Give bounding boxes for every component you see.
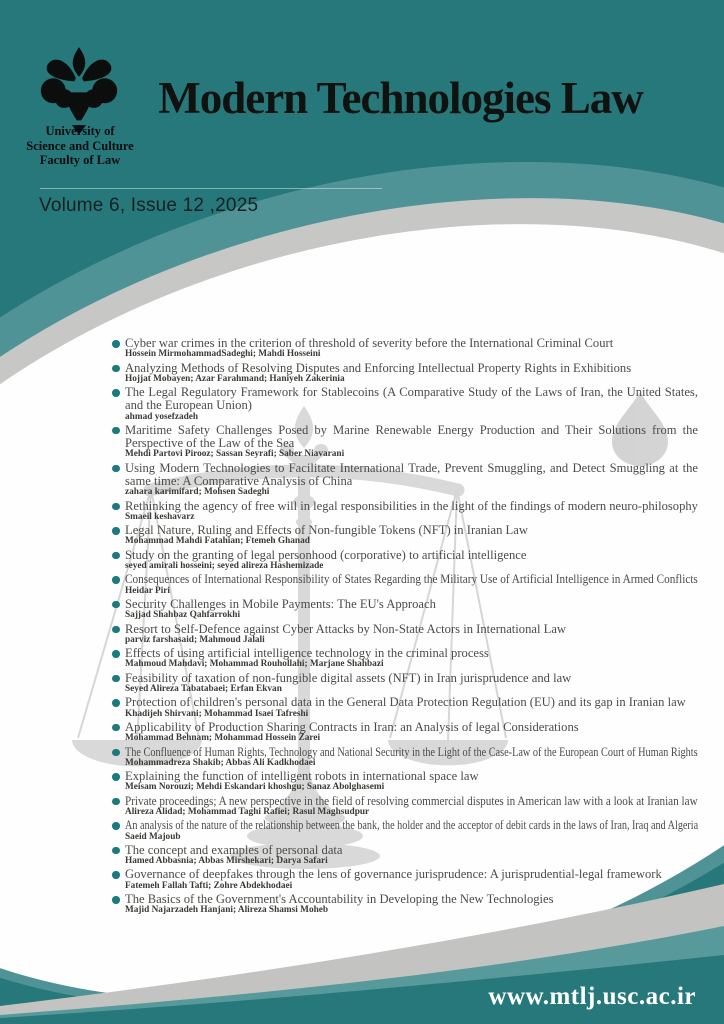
article-title: Explaining the function of intelligent robots in international space law xyxy=(125,769,479,784)
bullet-icon xyxy=(112,724,120,732)
article-title: Consequences of International Responsibility of States Regarding the Military Use of Artificial Intelligence in Armed Conflicts xyxy=(125,572,698,587)
article-title: Resort to Self-Defence against Cyber Attacks by Non-State Actors in International Law xyxy=(125,621,567,636)
bullet-icon xyxy=(112,699,120,707)
article-item xyxy=(112,362,698,385)
article-title: Maritime Safety Challenges Posed by Marine Renewable Energy Production and Their Solutions from the Perspective of the Law of the Sea xyxy=(125,422,698,451)
article-list xyxy=(112,337,698,918)
bullet-icon xyxy=(112,773,120,781)
bullet-icon xyxy=(112,847,120,855)
bullet-icon xyxy=(112,527,120,535)
article-authors: Saeid Majoub xyxy=(125,831,181,842)
article-title: Protection of children's personal data in the General Data Protection Regulation (EU) and its gap in Iranian law xyxy=(125,695,686,710)
article-authors: Hamed Abbasnia; Abbas Mirshekari; Darya Safari xyxy=(125,856,328,867)
article-item xyxy=(112,770,698,793)
article-title: The Legal Regulatory Framework for Stablecoins (A Comparative Study of the Laws of Iran, the United States, and the European Union) xyxy=(125,385,698,413)
article-title: Study on the granting of legal personhood (corporative) to artificial intelligence xyxy=(125,547,527,562)
volume-issue: Volume 6, Issue 12 ,2025 xyxy=(39,195,259,216)
article-authors: Hojjat Mobayen; Azar Farahmand; Haniyeh Zakerinia xyxy=(125,373,345,384)
university-name-line1: University of xyxy=(45,124,115,138)
bullet-icon xyxy=(112,427,120,435)
article-authors: Meisam Norouzi; Mehdi Eskandari khoshgu; Sanaz Abolghasemi xyxy=(125,782,385,793)
article-authors: Heidar Piri xyxy=(125,585,171,596)
article-authors: Alireza Alidad; Mohammad Taghi Rafiei; Rasul Maghsudpur xyxy=(125,806,370,817)
article-item xyxy=(112,462,698,498)
article-authors: Mohammadreza Shakib; Abbas Ali Kadkhodaei xyxy=(125,757,316,768)
article-item xyxy=(112,337,698,360)
article-item xyxy=(112,623,698,646)
article-authors: Smaeil keshavarz xyxy=(125,511,195,522)
article-item xyxy=(112,549,698,572)
article-item xyxy=(112,573,698,596)
article-authors: Sajjad Shahbaz Qahfarrokhi xyxy=(125,610,241,621)
article-title: Rethinking the agency of free will in legal responsibilities in the light of the findings of modern neuro-philosophy xyxy=(125,498,698,513)
bullet-icon xyxy=(112,340,120,348)
article-authors: zahara karimifard; Mohsen Sadeghi xyxy=(125,487,270,498)
bullet-icon xyxy=(112,871,120,879)
article-authors: Mohammad Mahdi Fatahian; Ftemeh Ghanad xyxy=(125,536,310,547)
article-item xyxy=(112,721,698,744)
article-item xyxy=(112,500,698,523)
article-authors: Mohammad Behnam; Mohammad Hossein Zarei xyxy=(125,733,321,744)
article-authors: seyed amirali hosseini; seyed alireza Hashemizade xyxy=(125,560,324,571)
bullet-icon xyxy=(112,389,120,397)
bullet-icon xyxy=(112,552,120,560)
article-authors: Mehdi Partovi Pirooz; Sassan Seyrafi; Saber Niavarani xyxy=(125,449,345,460)
university-logo-icon xyxy=(40,44,118,136)
article-authors: Mahmoud Mahdavi; Mohammad Rouhollahi; Marjane Shahbazi xyxy=(125,659,384,670)
bullet-icon xyxy=(112,465,120,473)
article-item xyxy=(112,746,698,769)
article-item xyxy=(112,386,698,422)
article-title: Using Modern Technologies to Facilitate International Trade, Prevent Smuggling, and Detect Smuggling at the same time: A Comparative Analysis of China xyxy=(125,460,698,488)
article-authors: parviz farshasaid; Mahmoud Jalali xyxy=(125,634,265,645)
university-name-line2: Science and Culture xyxy=(26,138,134,153)
bullet-icon xyxy=(112,798,120,806)
article-authors: Majid Najarzadeh Hanjani; Alireza Shamsi Moheb xyxy=(125,905,329,916)
university-name xyxy=(4,124,156,168)
article-item xyxy=(112,844,698,867)
header-divider xyxy=(40,188,382,189)
bullet-icon xyxy=(112,576,120,584)
article-title: Cyber war crimes in the criterion of threshold of severity before the International Criminal Court xyxy=(125,336,614,350)
bullet-icon xyxy=(112,626,120,634)
article-title: Effects of using artificial intelligence technology in the criminal process xyxy=(125,646,489,661)
bullet-icon xyxy=(112,675,120,683)
article-item xyxy=(112,893,698,916)
article-title: Legal Nature, Ruling and Effects of Non-fungible Tokens (NFT) in Iranian Law xyxy=(125,523,528,538)
bullet-icon xyxy=(112,650,120,658)
article-authors: Hossein MirmohammadSadeghi; Mahdi Hosseini xyxy=(125,349,321,360)
article-item xyxy=(112,868,698,891)
article-title: Applicability of Production Sharing Contracts in Iran: an Analysis of legal Considerations xyxy=(125,719,579,734)
article-item xyxy=(112,424,698,460)
article-title: The Confluence of Human Rights, Technology and National Security in the Light of the Case-Law of the European Court of Human Rights xyxy=(125,744,698,759)
journal-title: Modern Technologies Law xyxy=(158,73,643,123)
article-item xyxy=(112,647,698,670)
bullet-icon xyxy=(112,503,120,511)
article-authors: ahmad yosefzadeh xyxy=(125,411,199,422)
bullet-icon xyxy=(112,896,120,904)
article-title: The Basics of the Government's Accountability in Developing the New Technologies xyxy=(125,892,554,907)
article-authors: Seyed Alireza Tabatabaei; Erfan Ekvan xyxy=(125,683,282,694)
article-item xyxy=(112,524,698,547)
bullet-icon xyxy=(112,822,120,830)
article-title: Governance of deepfakes through the lens of governance jurisprudence: A jurisprudential-legal framework xyxy=(125,867,662,882)
article-title: Security Challenges in Mobile Payments: The EU's Approach xyxy=(125,596,436,611)
article-item xyxy=(112,795,698,818)
article-title: Feasibility of taxation of non-fungible digital assets (NFT) in Iran jurisprudence and law xyxy=(125,670,572,685)
article-title: An analysis of the nature of the relationship between the bank, the holder and the acceptor of debit cards in the laws of Iran, Iraq and Algeria xyxy=(125,818,699,833)
article-authors: Fatemeh Fallah Tafti; Zohre Abdekhodaei xyxy=(125,880,293,891)
bullet-icon xyxy=(112,749,120,757)
article-item xyxy=(112,696,698,719)
article-item xyxy=(112,819,698,842)
article-title: The concept and examples of personal data xyxy=(125,842,343,857)
university-name-line3: Faculty of Law xyxy=(39,153,121,167)
article-title: Analyzing Methods of Resolving Disputes and Enforcing Intellectual Property Rights in Exhibitions xyxy=(125,360,632,375)
article-authors: Khadijeh Shirvani; Mohammad Isaei Tafreshi xyxy=(125,708,309,719)
bullet-icon xyxy=(112,601,120,609)
journal-website-url[interactable]: www.mtlj.usc.ac.ir xyxy=(488,983,696,1010)
bullet-icon xyxy=(112,365,120,373)
article-title: Private proceedings; A new perspective in the field of resolving commercial disputes in American law with a look at Iranian law xyxy=(125,793,698,808)
article-item xyxy=(112,672,698,695)
article-item xyxy=(112,598,698,621)
